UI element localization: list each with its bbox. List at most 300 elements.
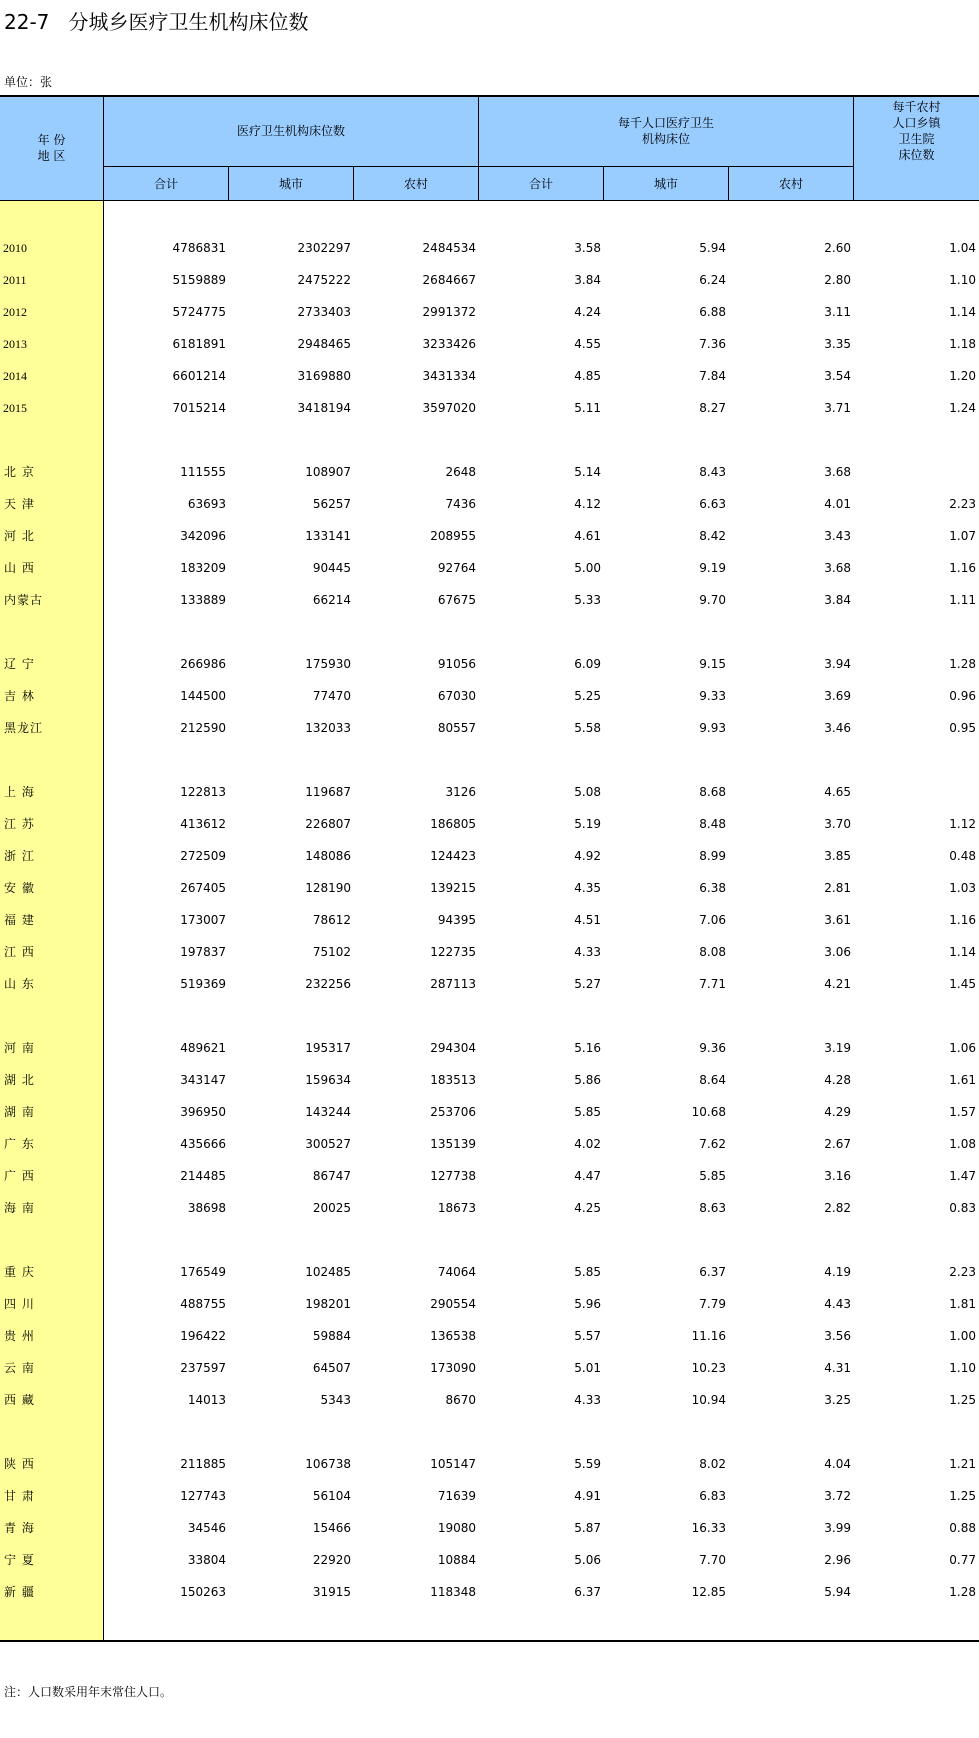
cell-beds-rural: 3431334 xyxy=(422,369,476,383)
cell-per-thousand-rural: 4.65 xyxy=(824,785,851,799)
table-top-rule xyxy=(0,95,979,97)
row-label: 2014 xyxy=(3,369,27,383)
table-row xyxy=(0,270,979,290)
cell-rural-township: 1.57 xyxy=(949,1105,976,1119)
cell-per-thousand-total: 4.55 xyxy=(574,337,601,351)
row-label: 2013 xyxy=(3,337,27,351)
cell-rural-township: 0.83 xyxy=(949,1201,976,1215)
cell-per-thousand-urban: 6.88 xyxy=(699,305,726,319)
table-row xyxy=(0,814,979,834)
cell-rural-township: 1.20 xyxy=(949,369,976,383)
cell-beds-urban: 3169880 xyxy=(297,369,351,383)
cell-per-thousand-urban: 8.43 xyxy=(699,465,726,479)
cell-beds-total: 5724775 xyxy=(172,305,226,319)
row-label: 安 徽 xyxy=(4,881,35,895)
cell-per-thousand-total: 4.02 xyxy=(574,1137,601,1151)
row-label: 2010 xyxy=(3,241,27,255)
row-label: 广 东 xyxy=(4,1137,35,1151)
cell-beds-urban: 133141 xyxy=(305,529,351,543)
row-label: 新 疆 xyxy=(4,1585,35,1599)
cell-beds-total: 111555 xyxy=(180,465,226,479)
cell-beds-rural: 19080 xyxy=(437,1521,476,1535)
cell-per-thousand-urban: 6.37 xyxy=(699,1265,726,1279)
cell-per-thousand-total: 5.87 xyxy=(574,1521,601,1535)
cell-per-thousand-total: 4.33 xyxy=(574,945,601,959)
row-label: 吉 林 xyxy=(4,689,35,703)
cell-per-thousand-total: 5.11 xyxy=(574,401,601,415)
cell-beds-rural: 290554 xyxy=(430,1297,476,1311)
cell-per-thousand-rural: 3.94 xyxy=(824,657,851,671)
cell-beds-urban: 232256 xyxy=(305,977,351,991)
cell-beds-total: 197837 xyxy=(180,945,226,959)
cell-per-thousand-rural: 3.25 xyxy=(824,1393,851,1407)
cell-per-thousand-total: 5.59 xyxy=(574,1457,601,1471)
cell-per-thousand-total: 5.33 xyxy=(574,593,601,607)
cell-per-thousand-rural: 2.82 xyxy=(824,1201,851,1215)
header-divider xyxy=(353,166,354,201)
cell-beds-rural: 92764 xyxy=(437,561,476,575)
row-label: 辽 宁 xyxy=(4,657,35,671)
cell-per-thousand-total: 6.09 xyxy=(574,657,601,671)
cell-beds-total: 183209 xyxy=(180,561,226,575)
cell-beds-total: 122813 xyxy=(180,785,226,799)
cell-beds-rural: 2991372 xyxy=(422,305,476,319)
cell-per-thousand-urban: 9.19 xyxy=(699,561,726,575)
cell-beds-rural: 173090 xyxy=(430,1361,476,1375)
table-bottom-rule xyxy=(0,1640,979,1642)
cell-per-thousand-rural: 3.06 xyxy=(824,945,851,959)
cell-per-thousand-rural: 3.70 xyxy=(824,817,851,831)
cell-beds-rural: 3126 xyxy=(445,785,476,799)
cell-beds-rural: 18673 xyxy=(437,1201,476,1215)
row-label: 云 南 xyxy=(4,1361,35,1375)
table-row xyxy=(0,238,979,258)
cell-per-thousand-rural: 3.43 xyxy=(824,529,851,543)
cell-rural-township: 1.12 xyxy=(949,817,976,831)
cell-rural-township: 0.48 xyxy=(949,849,976,863)
row-label: 四 川 xyxy=(4,1297,35,1311)
row-label: 福 建 xyxy=(4,913,35,927)
cell-beds-total: 343147 xyxy=(180,1073,226,1087)
cell-rural-township: 1.25 xyxy=(949,1393,976,1407)
cell-beds-urban: 56257 xyxy=(312,497,351,511)
row-label: 广 西 xyxy=(4,1169,35,1183)
row-label: 重 庆 xyxy=(4,1265,35,1279)
cell-beds-urban: 159634 xyxy=(305,1073,351,1087)
subheader-total: 合计 xyxy=(153,176,178,191)
cell-beds-rural: 67030 xyxy=(437,689,476,703)
cell-per-thousand-urban: 10.23 xyxy=(691,1361,726,1375)
row-label: 黑龙江 xyxy=(4,721,44,735)
cell-per-thousand-rural: 5.94 xyxy=(824,1585,851,1599)
cell-per-thousand-total: 4.92 xyxy=(574,849,601,863)
cell-per-thousand-rural: 4.04 xyxy=(824,1457,851,1471)
row-label: 北 京 xyxy=(4,465,35,479)
cell-rural-township: 1.16 xyxy=(949,913,976,927)
cell-beds-total: 196422 xyxy=(180,1329,226,1343)
subheader-urban: 城市 xyxy=(653,176,678,191)
cell-beds-urban: 3418194 xyxy=(297,401,351,415)
cell-per-thousand-urban: 8.64 xyxy=(699,1073,726,1087)
table-row xyxy=(0,686,979,706)
cell-rural-township: 1.03 xyxy=(949,881,976,895)
cell-rural-township: 1.61 xyxy=(949,1073,976,1087)
cell-per-thousand-total: 5.58 xyxy=(574,721,601,735)
cell-beds-urban: 143244 xyxy=(305,1105,351,1119)
table-row xyxy=(0,654,979,674)
cell-per-thousand-total: 4.85 xyxy=(574,369,601,383)
cell-per-thousand-urban: 7.36 xyxy=(699,337,726,351)
cell-per-thousand-urban: 7.70 xyxy=(699,1553,726,1567)
cell-per-thousand-urban: 7.84 xyxy=(699,369,726,383)
subheader-urban: 城市 xyxy=(278,176,303,191)
cell-per-thousand-total: 4.35 xyxy=(574,881,601,895)
cell-per-thousand-total: 5.19 xyxy=(574,817,601,831)
subheader-rural: 农村 xyxy=(403,176,428,191)
cell-beds-total: 33804 xyxy=(187,1553,226,1567)
cell-rural-township: 1.14 xyxy=(949,945,976,959)
cell-rural-township: 1.21 xyxy=(949,1457,976,1471)
cell-per-thousand-rural: 2.96 xyxy=(824,1553,851,1567)
cell-beds-urban: 77470 xyxy=(312,689,351,703)
cell-beds-total: 272509 xyxy=(180,849,226,863)
cell-per-thousand-rural: 3.99 xyxy=(824,1521,851,1535)
cell-rural-township: 1.24 xyxy=(949,401,976,415)
cell-per-thousand-urban: 11.16 xyxy=(691,1329,726,1343)
cell-per-thousand-urban: 8.42 xyxy=(699,529,726,543)
cell-per-thousand-rural: 3.85 xyxy=(824,849,851,863)
cell-beds-rural: 186805 xyxy=(430,817,476,831)
cell-beds-urban: 78612 xyxy=(312,913,351,927)
cell-rural-township: 0.88 xyxy=(949,1521,976,1535)
table-row xyxy=(0,558,979,578)
cell-beds-rural: 136538 xyxy=(430,1329,476,1343)
row-label: 山 西 xyxy=(4,561,35,575)
cell-rural-township: 0.95 xyxy=(949,721,976,735)
cell-beds-urban: 64507 xyxy=(312,1361,351,1375)
cell-per-thousand-total: 4.51 xyxy=(574,913,601,927)
cell-rural-township: 1.81 xyxy=(949,1297,976,1311)
cell-per-thousand-urban: 7.06 xyxy=(699,913,726,927)
cell-per-thousand-rural: 3.16 xyxy=(824,1169,851,1183)
cell-per-thousand-urban: 8.63 xyxy=(699,1201,726,1215)
subheader-total: 合计 xyxy=(528,176,553,191)
cell-per-thousand-total: 5.85 xyxy=(574,1105,601,1119)
header-divider xyxy=(228,166,229,201)
cell-per-thousand-urban: 9.15 xyxy=(699,657,726,671)
cell-beds-rural: 3233426 xyxy=(422,337,476,351)
cell-per-thousand-total: 5.25 xyxy=(574,689,601,703)
cell-beds-rural: 118348 xyxy=(430,1585,476,1599)
cell-beds-urban: 20025 xyxy=(312,1201,351,1215)
cell-per-thousand-total: 5.16 xyxy=(574,1041,601,1055)
cell-per-thousand-rural: 4.28 xyxy=(824,1073,851,1087)
cell-rural-township: 2.23 xyxy=(949,497,976,511)
cell-per-thousand-urban: 12.85 xyxy=(691,1585,726,1599)
table-row xyxy=(0,1262,979,1282)
cell-beds-urban: 132033 xyxy=(305,721,351,735)
cell-per-thousand-rural: 2.60 xyxy=(824,241,851,255)
cell-rural-township: 2.23 xyxy=(949,1265,976,1279)
cell-rural-township: 1.28 xyxy=(949,657,976,671)
cell-beds-urban: 15466 xyxy=(312,1521,351,1535)
cell-beds-total: 38698 xyxy=(187,1201,226,1215)
cell-beds-rural: 67675 xyxy=(437,593,476,607)
table-row xyxy=(0,1166,979,1186)
cell-per-thousand-rural: 3.61 xyxy=(824,913,851,927)
cell-beds-urban: 102485 xyxy=(305,1265,351,1279)
header-divider xyxy=(478,96,479,201)
unit-label: 单位：张 xyxy=(4,75,53,89)
cell-beds-total: 519369 xyxy=(180,977,226,991)
cell-beds-rural: 183513 xyxy=(430,1073,476,1087)
table-row xyxy=(0,782,979,802)
cell-per-thousand-total: 5.00 xyxy=(574,561,601,575)
cell-per-thousand-total: 5.27 xyxy=(574,977,601,991)
cell-per-thousand-total: 5.86 xyxy=(574,1073,601,1087)
cell-beds-rural: 10884 xyxy=(437,1553,476,1567)
cell-beds-total: 489621 xyxy=(180,1041,226,1055)
cell-per-thousand-rural: 3.19 xyxy=(824,1041,851,1055)
cell-per-thousand-rural: 3.72 xyxy=(824,1489,851,1503)
table-row xyxy=(0,526,979,546)
cell-per-thousand-urban: 8.99 xyxy=(699,849,726,863)
cell-beds-rural: 7436 xyxy=(445,497,476,511)
cell-per-thousand-total: 4.25 xyxy=(574,1201,601,1215)
table-row xyxy=(0,1486,979,1506)
table-row xyxy=(0,334,979,354)
table-row xyxy=(0,718,979,738)
cell-per-thousand-rural: 3.71 xyxy=(824,401,851,415)
cell-beds-rural: 122735 xyxy=(430,945,476,959)
row-label: 2011 xyxy=(3,273,27,287)
cell-beds-rural: 71639 xyxy=(437,1489,476,1503)
table-row xyxy=(0,1454,979,1474)
cell-per-thousand-urban: 5.85 xyxy=(699,1169,726,1183)
cell-per-thousand-urban: 9.93 xyxy=(699,721,726,735)
group-header-per-thousand: 每千人口医疗卫生 机构床位 xyxy=(617,116,714,146)
cell-per-thousand-urban: 9.36 xyxy=(699,1041,726,1055)
table-row xyxy=(0,398,979,418)
cell-beds-urban: 2948465 xyxy=(297,337,351,351)
cell-per-thousand-rural: 3.35 xyxy=(824,337,851,351)
cell-per-thousand-urban: 5.94 xyxy=(699,241,726,255)
cell-per-thousand-urban: 7.62 xyxy=(699,1137,726,1151)
cell-beds-urban: 148086 xyxy=(305,849,351,863)
cell-beds-urban: 59884 xyxy=(312,1329,351,1343)
cell-beds-urban: 2302297 xyxy=(297,241,351,255)
cell-per-thousand-total: 5.57 xyxy=(574,1329,601,1343)
cell-per-thousand-total: 3.58 xyxy=(574,241,601,255)
row-label: 2015 xyxy=(3,401,27,415)
cell-per-thousand-urban: 7.79 xyxy=(699,1297,726,1311)
page-title: 22-7 分城乡医疗卫生机构床位数 xyxy=(4,10,309,34)
cell-per-thousand-rural: 4.19 xyxy=(824,1265,851,1279)
cell-beds-urban: 108907 xyxy=(305,465,351,479)
header-divider xyxy=(853,96,854,201)
cell-per-thousand-urban: 8.68 xyxy=(699,785,726,799)
cell-per-thousand-rural: 2.67 xyxy=(824,1137,851,1151)
cell-beds-total: 5159889 xyxy=(172,273,226,287)
stub-header: 年 份 地 区 xyxy=(37,133,66,163)
cell-rural-township: 1.11 xyxy=(949,593,976,607)
table-row xyxy=(0,1518,979,1538)
cell-per-thousand-urban: 9.70 xyxy=(699,593,726,607)
row-label: 湖 南 xyxy=(4,1105,35,1119)
table-row xyxy=(0,942,979,962)
cell-beds-total: 144500 xyxy=(180,689,226,703)
cell-per-thousand-rural: 4.43 xyxy=(824,1297,851,1311)
table-row xyxy=(0,1102,979,1122)
cell-per-thousand-rural: 3.84 xyxy=(824,593,851,607)
cell-rural-township: 1.08 xyxy=(949,1137,976,1151)
cell-per-thousand-rural: 4.01 xyxy=(824,497,851,511)
cell-per-thousand-rural: 3.56 xyxy=(824,1329,851,1343)
cell-per-thousand-total: 4.24 xyxy=(574,305,601,319)
row-label: 西 藏 xyxy=(4,1393,35,1407)
cell-per-thousand-urban: 6.63 xyxy=(699,497,726,511)
table-row xyxy=(0,462,979,482)
cell-per-thousand-rural: 4.29 xyxy=(824,1105,851,1119)
cell-per-thousand-urban: 6.83 xyxy=(699,1489,726,1503)
header-rural-township: 每千农村 人口乡镇 卫生院 床位数 xyxy=(892,100,941,162)
table-row xyxy=(0,1198,979,1218)
cell-beds-total: 133889 xyxy=(180,593,226,607)
cell-rural-township: 1.10 xyxy=(949,1361,976,1375)
cell-beds-urban: 300527 xyxy=(305,1137,351,1151)
cell-rural-township: 1.10 xyxy=(949,273,976,287)
row-label: 陕 西 xyxy=(4,1457,35,1471)
cell-rural-township: 1.06 xyxy=(949,1041,976,1055)
cell-beds-total: 150263 xyxy=(180,1585,226,1599)
cell-per-thousand-rural: 3.68 xyxy=(824,561,851,575)
cell-per-thousand-urban: 10.68 xyxy=(691,1105,726,1119)
cell-rural-township: 1.18 xyxy=(949,337,976,351)
cell-beds-urban: 195317 xyxy=(305,1041,351,1055)
row-label: 河 北 xyxy=(4,529,35,543)
table-row xyxy=(0,1390,979,1410)
cell-beds-urban: 5343 xyxy=(320,1393,351,1407)
cell-beds-rural: 127738 xyxy=(430,1169,476,1183)
table-row xyxy=(0,590,979,610)
cell-beds-total: 435666 xyxy=(180,1137,226,1151)
cell-beds-total: 176549 xyxy=(180,1265,226,1279)
cell-beds-rural: 2484534 xyxy=(422,241,476,255)
table-row xyxy=(0,1294,979,1314)
cell-per-thousand-urban: 16.33 xyxy=(691,1521,726,1535)
cell-per-thousand-total: 5.08 xyxy=(574,785,601,799)
cell-per-thousand-urban: 8.08 xyxy=(699,945,726,959)
cell-per-thousand-total: 5.85 xyxy=(574,1265,601,1279)
row-label: 浙 江 xyxy=(4,849,35,863)
cell-beds-rural: 80557 xyxy=(437,721,476,735)
cell-beds-total: 7015214 xyxy=(172,401,226,415)
cell-beds-total: 488755 xyxy=(180,1297,226,1311)
cell-beds-rural: 94395 xyxy=(437,913,476,927)
footnote: 注：人口数采用年末常住人口。 xyxy=(4,1685,173,1699)
cell-beds-total: 342096 xyxy=(180,529,226,543)
cell-beds-urban: 75102 xyxy=(312,945,351,959)
row-label: 天 津 xyxy=(4,497,35,511)
cell-beds-urban: 2733403 xyxy=(297,305,351,319)
cell-beds-urban: 106738 xyxy=(305,1457,351,1471)
cell-beds-total: 214485 xyxy=(180,1169,226,1183)
cell-beds-total: 14013 xyxy=(187,1393,226,1407)
cell-per-thousand-total: 5.14 xyxy=(574,465,601,479)
cell-beds-rural: 287113 xyxy=(430,977,476,991)
cell-rural-township: 1.25 xyxy=(949,1489,976,1503)
header-bottom-rule xyxy=(0,200,979,201)
cell-per-thousand-total: 3.84 xyxy=(574,273,601,287)
table-row xyxy=(0,1550,979,1570)
cell-per-thousand-total: 4.12 xyxy=(574,497,601,511)
cell-per-thousand-total: 5.06 xyxy=(574,1553,601,1567)
row-label: 内蒙古 xyxy=(4,593,44,607)
cell-beds-total: 6601214 xyxy=(172,369,226,383)
cell-beds-total: 266986 xyxy=(180,657,226,671)
cell-beds-total: 396950 xyxy=(180,1105,226,1119)
cell-beds-rural: 208955 xyxy=(430,529,476,543)
cell-beds-urban: 198201 xyxy=(305,1297,351,1311)
subheader-rural: 农村 xyxy=(778,176,803,191)
table-row xyxy=(0,846,979,866)
table-row xyxy=(0,1326,979,1346)
row-label: 甘 肃 xyxy=(4,1489,35,1503)
cell-per-thousand-total: 4.91 xyxy=(574,1489,601,1503)
cell-beds-rural: 124423 xyxy=(430,849,476,863)
cell-beds-total: 6181891 xyxy=(172,337,226,351)
cell-beds-urban: 66214 xyxy=(312,593,351,607)
cell-beds-total: 4786831 xyxy=(172,241,226,255)
cell-beds-rural: 139215 xyxy=(430,881,476,895)
cell-rural-township: 0.96 xyxy=(949,689,976,703)
row-label: 贵 州 xyxy=(4,1329,35,1343)
row-label: 湖 北 xyxy=(4,1073,35,1087)
cell-beds-urban: 31915 xyxy=(312,1585,351,1599)
cell-beds-total: 63693 xyxy=(187,497,226,511)
cell-per-thousand-urban: 8.27 xyxy=(699,401,726,415)
cell-beds-total: 211885 xyxy=(180,1457,226,1471)
cell-rural-township: 1.00 xyxy=(949,1329,976,1343)
cell-per-thousand-urban: 8.48 xyxy=(699,817,726,831)
row-label: 2012 xyxy=(3,305,27,319)
table-row xyxy=(0,910,979,930)
cell-rural-township: 1.07 xyxy=(949,529,976,543)
row-label: 宁 夏 xyxy=(4,1553,35,1567)
cell-rural-township: 1.14 xyxy=(949,305,976,319)
table-row xyxy=(0,1582,979,1602)
cell-beds-total: 267405 xyxy=(180,881,226,895)
header-divider xyxy=(603,166,604,201)
cell-per-thousand-rural: 3.54 xyxy=(824,369,851,383)
cell-beds-total: 413612 xyxy=(180,817,226,831)
cell-per-thousand-urban: 10.94 xyxy=(691,1393,726,1407)
cell-beds-total: 212590 xyxy=(180,721,226,735)
cell-per-thousand-urban: 6.38 xyxy=(699,881,726,895)
cell-per-thousand-total: 5.96 xyxy=(574,1297,601,1311)
cell-beds-urban: 22920 xyxy=(312,1553,351,1567)
table-row xyxy=(0,302,979,322)
table-row xyxy=(0,1038,979,1058)
cell-per-thousand-total: 6.37 xyxy=(574,1585,601,1599)
cell-beds-urban: 2475222 xyxy=(297,273,351,287)
cell-rural-township: 1.28 xyxy=(949,1585,976,1599)
cell-per-thousand-total: 4.47 xyxy=(574,1169,601,1183)
cell-beds-total: 127743 xyxy=(180,1489,226,1503)
cell-beds-rural: 135139 xyxy=(430,1137,476,1151)
cell-per-thousand-total: 4.61 xyxy=(574,529,601,543)
cell-beds-rural: 8670 xyxy=(445,1393,476,1407)
